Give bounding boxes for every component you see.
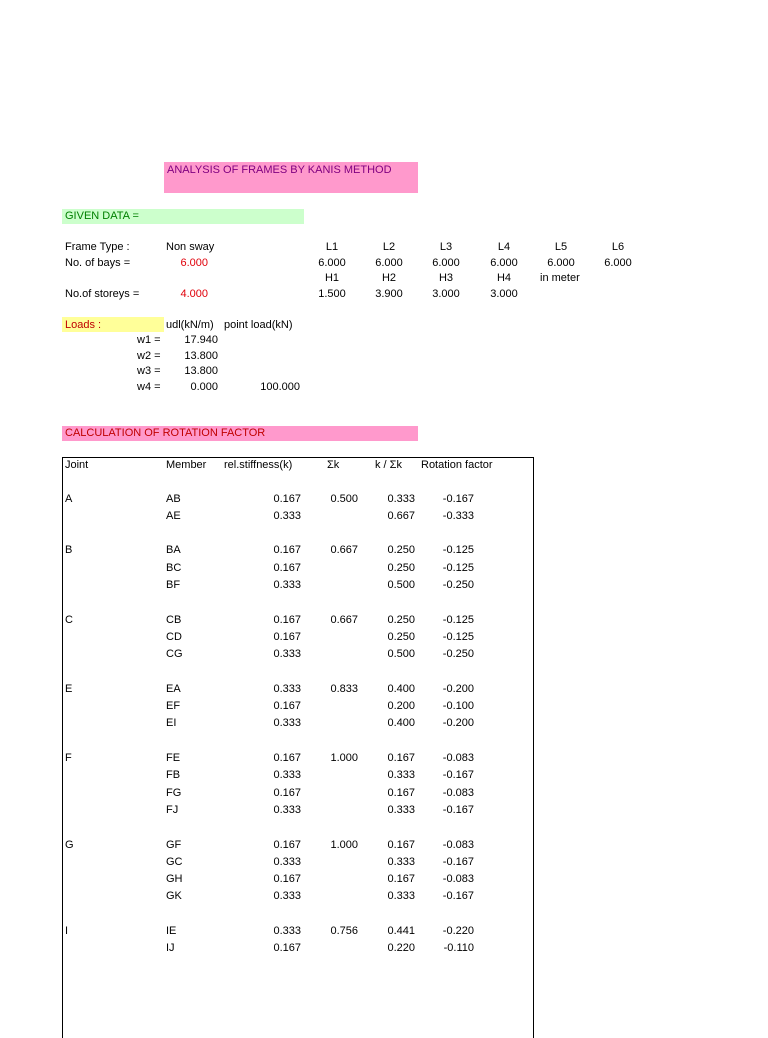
member-name: FE [166,752,181,764]
stiffness-value: 0.333 [273,769,301,782]
joint-label: A [65,492,73,505]
span-header: L1 [325,241,339,253]
height-value: 1.500 [318,288,346,300]
height-value: 3.000 [490,288,518,300]
joint-label: C [65,613,73,626]
load-name: w3 = [137,365,161,377]
rotation-factor-value: -0.125 [442,630,474,643]
storeys-value: 4.000 [180,288,208,300]
rotation-factor-value: -0.167 [442,492,474,505]
sum-k-value: 0.833 [330,682,358,695]
ratio-value: 0.333 [387,855,415,868]
ratio-value: 0.500 [387,579,415,591]
stiffness-value: 0.167 [273,613,301,626]
rotation-factor-value: -0.167 [442,890,474,903]
stiffness-value: 0.167 [273,492,301,505]
rotation-factor-value: -0.250 [442,579,474,591]
ratio-value: 0.167 [387,838,415,851]
member-name: AE [166,509,181,522]
load-udl: 0.000 [190,380,218,393]
storeys-label: No.of storeys = [65,288,140,300]
member-name: GK [166,890,182,903]
sum-k-value: 1.000 [330,838,358,851]
stiffness-value: 0.167 [273,942,301,955]
joint-label: B [65,544,73,557]
ratio-value: 0.333 [387,890,415,903]
member-name: IJ [166,942,175,955]
sum-k-value: 0.756 [330,925,358,937]
joint-label: F [65,752,72,764]
table-header-ratio: k / Σk [375,459,402,471]
stiffness-value: 0.167 [273,786,301,799]
udl-header: udl(kN/m) [166,319,214,331]
bays-label: No. of bays = [65,257,131,269]
height-header: H4 [496,272,512,284]
ratio-value: 0.200 [387,700,415,713]
ratio-value: 0.220 [387,942,415,955]
ratio-value: 0.441 [387,925,415,937]
ratio-value: 0.500 [387,648,415,661]
stiffness-value: 0.167 [273,544,301,557]
span-value: 6.000 [490,257,518,269]
rotation-factor-value: -0.125 [442,613,474,626]
member-name: BF [166,579,181,591]
rotation-factor-value: -0.083 [442,838,474,851]
span-header: L3 [439,241,453,253]
stiffness-value: 0.167 [273,561,301,574]
ratio-value: 0.250 [387,561,415,574]
bays-value: 6.000 [180,257,208,269]
stiffness-value: 0.333 [273,579,301,591]
member-name: EA [166,682,181,695]
member-name: GF [166,838,182,851]
load-udl: 13.800 [184,349,218,362]
table-header-stiffness: rel.stiffness(k) [224,459,293,471]
member-name: FB [166,769,181,782]
rotation-factor-value: -0.083 [442,786,474,799]
stiffness-value: 0.333 [273,717,301,730]
page-title: ANALYSIS OF FRAMES BY KANIS METHOD [167,164,392,176]
member-name: GC [166,855,183,868]
table-header-member: Member [166,459,207,471]
span-header: L4 [497,241,511,253]
stiffness-value: 0.333 [273,509,301,522]
joint-label: G [65,838,74,851]
frame-type-label: Frame Type : [65,241,130,253]
joint-label: E [65,682,73,695]
load-udl: 13.800 [184,365,218,377]
table-header-rotation-factor: Rotation factor [421,459,493,471]
stiffness-value: 0.333 [273,855,301,868]
ratio-value: 0.250 [387,613,415,626]
sum-k-value: 0.500 [330,492,358,505]
stiffness-value: 0.167 [273,700,301,713]
ratio-value: 0.333 [387,769,415,782]
sum-k-value: 0.667 [330,544,358,557]
member-name: CG [166,648,183,661]
height-header: H3 [438,272,454,284]
rotation-factor-value: -0.220 [442,925,474,937]
rotation-factor-value: -0.083 [442,752,474,764]
rotation-factor-value: -0.333 [442,509,474,522]
load-name: w1 = [137,334,161,346]
rotation-factor-value: -0.125 [442,544,474,557]
span-header: L5 [554,241,568,253]
rotation-factor-value: -0.125 [442,561,474,574]
sum-k-value: 0.667 [330,613,358,626]
member-name: AB [166,492,181,505]
span-header: L6 [611,241,625,253]
stiffness-value: 0.333 [273,925,301,937]
ratio-value: 0.667 [387,509,415,522]
rotation-title: CALCULATION OF ROTATION FACTOR [65,427,266,439]
member-name: BA [166,544,181,557]
stiffness-value: 0.167 [273,752,301,764]
stiffness-value: 0.333 [273,890,301,903]
ratio-value: 0.400 [387,717,415,730]
loads-label: Loads : [65,319,102,331]
ratio-value: 0.333 [387,803,415,816]
height-unit-note: in meter [540,272,580,284]
height-value: 3.000 [432,288,460,300]
rotation-factor-value: -0.167 [442,803,474,816]
member-name: CB [166,613,182,626]
span-value: 6.000 [375,257,403,269]
height-header: H1 [324,272,340,284]
rotation-factor-value: -0.167 [442,855,474,868]
stiffness-value: 0.333 [273,803,301,816]
stiffness-value: 0.167 [273,630,301,643]
span-value: 6.000 [432,257,460,269]
ratio-value: 0.167 [387,873,415,886]
span-value: 6.000 [604,257,632,269]
joint-label: I [65,925,69,937]
load-point: 100.000 [260,380,300,393]
member-name: CD [166,630,182,643]
ratio-value: 0.400 [387,682,415,695]
stiffness-value: 0.167 [273,838,301,851]
stiffness-value: 0.333 [273,648,301,661]
table-header-joint: Joint [65,459,89,471]
span-header: L2 [382,241,396,253]
point-load-header: point load(kN) [224,319,293,331]
load-udl: 17.940 [184,334,218,346]
load-name: w2 = [137,349,161,362]
member-name: IE [166,925,177,937]
rotation-factor-value: -0.083 [442,873,474,886]
member-name: BC [166,561,182,574]
rotation-factor-value: -0.167 [442,769,474,782]
sum-k-value: 1.000 [330,752,358,764]
member-name: EI [166,717,177,730]
load-name: w4 = [137,380,161,393]
ratio-value: 0.167 [387,786,415,799]
given-data-label: GIVEN DATA = [65,210,139,222]
height-header: H2 [381,272,397,284]
rotation-factor-value: -0.250 [442,648,474,661]
ratio-value: 0.167 [387,752,415,764]
ratio-value: 0.333 [387,492,415,505]
frame-type-value: Non sway [166,241,215,253]
span-value: 6.000 [318,257,346,269]
table-header-sum-k: Σk [327,459,340,471]
stiffness-value: 0.167 [273,873,301,886]
member-name: FJ [166,803,179,816]
member-name: EF [166,700,181,713]
span-value: 6.000 [547,257,575,269]
member-name: GH [166,873,183,886]
rotation-factor-value: -0.110 [443,942,474,955]
ratio-value: 0.250 [387,544,415,557]
rotation-factor-value: -0.200 [442,717,474,730]
rotation-factor-value: -0.100 [442,700,474,713]
height-value: 3.900 [375,288,403,300]
rotation-factor-value: -0.200 [442,682,474,695]
stiffness-value: 0.333 [273,682,301,695]
ratio-value: 0.250 [387,630,415,643]
member-name: FG [166,786,182,799]
